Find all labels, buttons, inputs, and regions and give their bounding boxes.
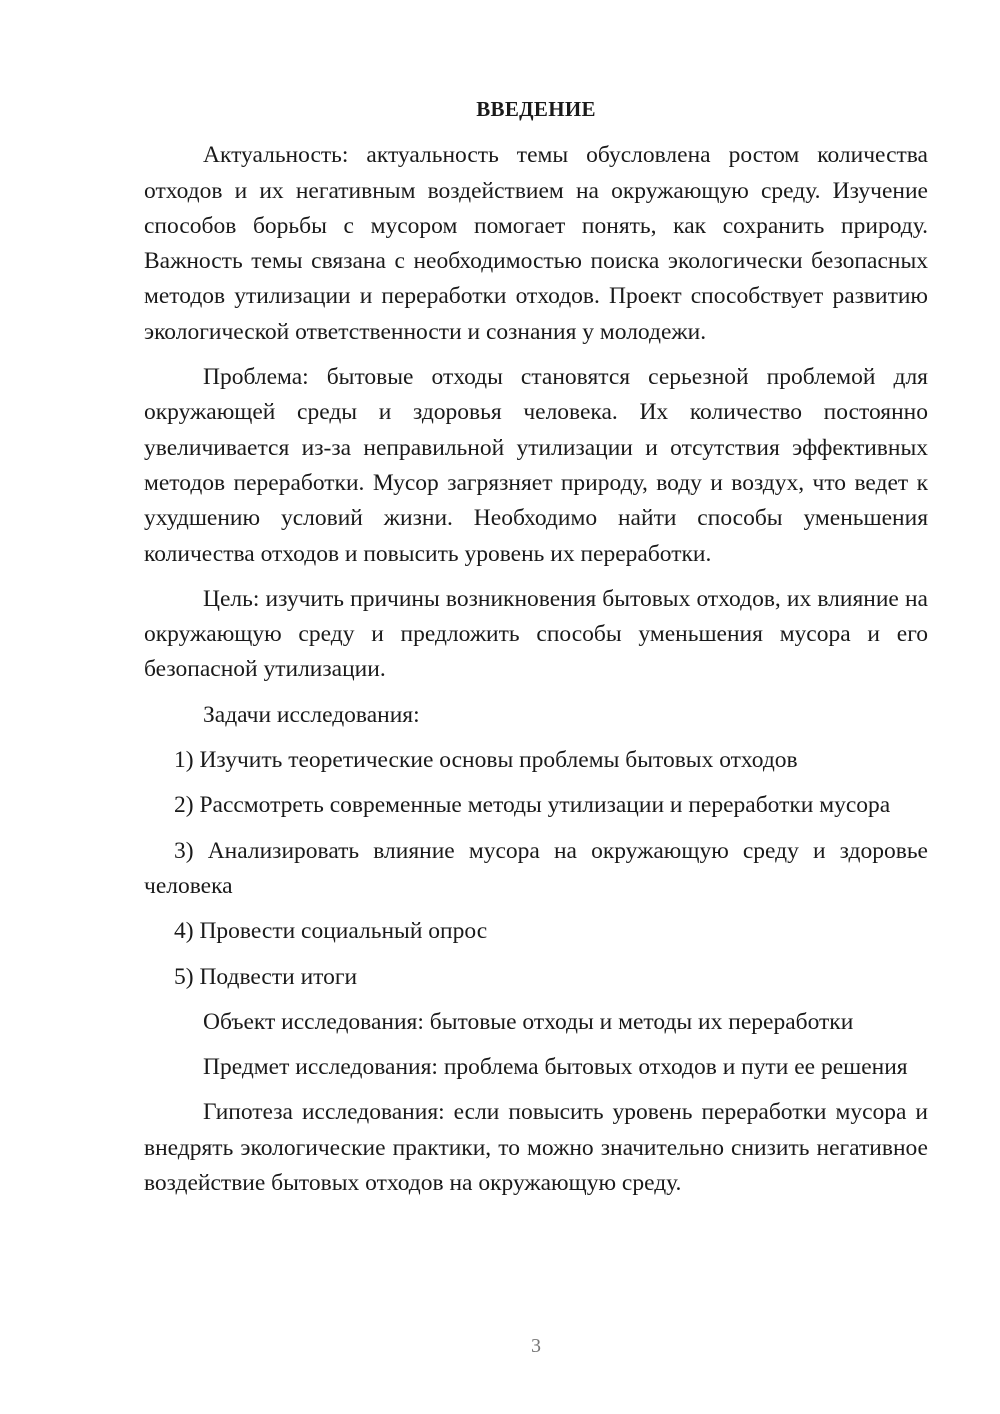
paragraph-subject: Предмет исследования: проблема бытовых отходов и пути ее решения bbox=[203, 1054, 908, 1081]
task-item-1: 1) Изучить теоретические основы проблемы бытовых отходов bbox=[174, 747, 798, 774]
tasks-heading: Задачи исследования: bbox=[203, 701, 420, 728]
task-item-2: 2) Рассмотреть современные методы утилизации и переработки мусора bbox=[174, 792, 891, 819]
task-item-5: 5) Подвести итоги bbox=[174, 963, 358, 990]
paragraph-problem: Проблема: бытовые отходы становятся серьезной проблемой для окружающей среды и здоровья человека. Их количество постоянно увеличивается из-за неправильной утилизации и отсутствия эффективных методов переработки. Мусор загрязняет природу, воду и воздух, что ведет к ухудшению условий жизни. Необходимо найти способы уменьшения количества отходов и повысить уровень их переработки. bbox=[144, 364, 928, 567]
document-title: ВВЕДЕНИЕ bbox=[476, 97, 596, 121]
paragraph-object: Объект исследования: бытовые отходы и методы их переработки bbox=[203, 1008, 854, 1035]
task-item-3: 3) Анализировать влияние мусора на окружающую среду и здоровье человека bbox=[144, 837, 928, 899]
paragraph-hypothesis: Гипотеза исследования: если повысить уровень переработки мусора и внедрять экологические практики, то можно значительно снизить негативное воздействие бытовых отходов на окружающую среду. bbox=[144, 1099, 928, 1197]
document-page bbox=[144, 92, 928, 1211]
paragraph-goal: Цель: изучить причины возникновения бытовых отходов, их влияние на окружающую среду и предложить способы уменьшения мусора и его безопасной утилизации. bbox=[144, 585, 928, 683]
task-item-4: 4) Провести социальный опрос bbox=[174, 918, 488, 945]
page-number: 3 bbox=[531, 1335, 541, 1357]
tasks-list bbox=[144, 743, 928, 995]
paragraph-relevance: Актуальность: актуальность темы обусловлена ростом количества отходов и их негативным воздействием на окружающую среду. Изучение способов борьбы с мусором помогает понять, как сохранить природу. Важность темы связана с необходимостью поиска экологически безопасных методов утилизации и переработки отходов. Проект способствует развитию экологической ответственности и сознания у молодежи. bbox=[144, 142, 928, 345]
